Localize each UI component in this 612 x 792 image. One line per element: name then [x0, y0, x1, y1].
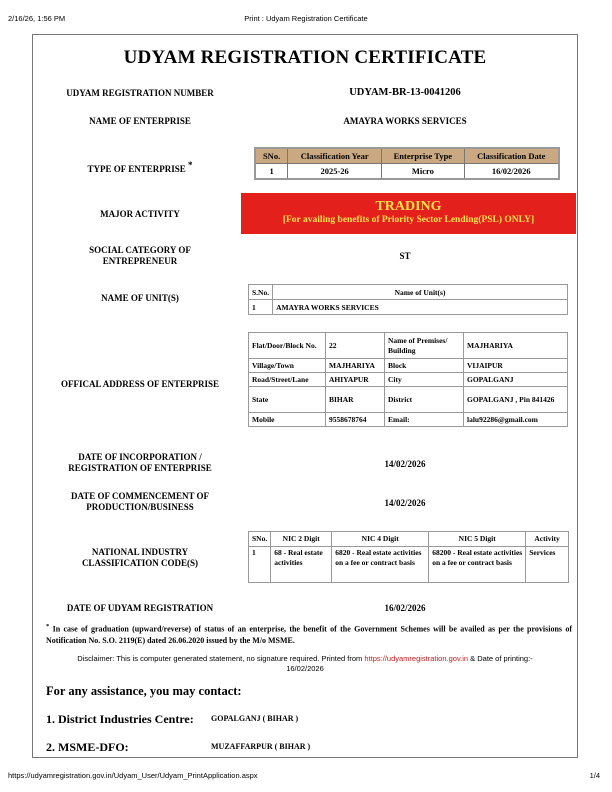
address-email-value: lalu92286@gmail.com	[464, 413, 568, 427]
nic-header-sno: SNo.	[249, 532, 271, 547]
address-district-value: GOPALGANJ , Pin 841426	[464, 387, 568, 413]
nic-header-4digit: NIC 4 Digit	[332, 532, 429, 547]
major-activity-label: MAJOR ACTIVITY	[100, 209, 180, 219]
incorporation-label: DATE OF INCORPORATION / REGISTRATION OF ENTERPRISE	[68, 452, 212, 473]
disclaimer-prefix: Disclaimer: This is computer generated statement, no signature required. Printed from	[77, 654, 363, 663]
classification-header-date: Classification Date	[464, 148, 559, 164]
udyam-date-value: 16/02/2026	[384, 603, 426, 613]
print-datetime: 2/16/26, 1:56 PM	[8, 14, 66, 23]
commencement-date: 14/02/2026	[384, 498, 426, 508]
disclaimer	[40, 654, 570, 674]
print-page-count: 1/4	[589, 771, 600, 780]
address-state-value: BIHAR	[326, 387, 385, 413]
address-mobile-value: 9558678764	[326, 413, 385, 427]
type-footnote-marker: *	[187, 160, 193, 170]
nic-table	[248, 531, 569, 583]
nic-cell: Services	[526, 547, 569, 583]
table-row	[249, 547, 569, 583]
nic-label: NATIONAL INDUSTRY CLASSIFICATION CODE(S)	[81, 547, 199, 568]
nic-cell: 6820 - Real estate activities on a fee or contract basis	[332, 547, 429, 583]
nic-cell: 68200 - Real estate activities on a fee or contract basis	[429, 547, 526, 583]
units-table	[248, 284, 568, 315]
units-header-name: Name of Unit(s)	[273, 285, 568, 300]
msme-value: MUZAFFARPUR ( BIHAR )	[211, 742, 311, 751]
nic-cell: 68 - Real estate activities	[271, 547, 332, 583]
classification-header-type: Enterprise Type	[382, 148, 464, 164]
commencement-label: DATE OF COMMENCEMENT OF PRODUCTION/BUSINESS	[70, 491, 210, 512]
enterprise-type-label: TYPE OF ENTERPRISE *	[87, 160, 193, 174]
classification-header-year: Classification Year	[288, 148, 382, 164]
address-flat-value: 22	[326, 333, 385, 359]
table-row	[255, 164, 559, 180]
table-row	[249, 300, 568, 315]
address-label: OFFICAL ADDRESS OF ENTERPRISE	[61, 379, 219, 389]
classification-header-sno: SNo.	[255, 148, 288, 164]
address-village-label: Village/Town	[249, 359, 326, 373]
units-cell-sno: 1	[249, 300, 273, 315]
address-road-value: AHIYAPUR	[326, 373, 385, 387]
footnote	[46, 621, 572, 646]
address-flat-label: Flat/Door/Block No.	[249, 333, 326, 359]
nic-header-2digit: NIC 2 Digit	[271, 532, 332, 547]
contact-heading: For any assistance, you may contact:	[46, 684, 242, 698]
udyam-date-label: DATE OF UDYAM REGISTRATION	[66, 603, 214, 613]
address-village-value: MAJHARIYA	[326, 359, 385, 373]
address-premises-label: Name of Premises/ Building	[385, 333, 464, 359]
print-url: https://udyamregistration.gov.in/Udyam_User/Udyam_PrintApplication.aspx	[8, 771, 258, 780]
disclaimer-suffix: & Date of printing:-	[470, 654, 533, 663]
nic-cell: 1	[249, 547, 271, 583]
classification-cell: 1	[255, 164, 288, 180]
enterprise-name-value: AMAYRA WORKS SERVICES	[343, 116, 467, 126]
nic-header-5digit: NIC 5 Digit	[429, 532, 526, 547]
incorporation-date: 14/02/2026	[384, 459, 426, 469]
address-block-label: Block	[385, 359, 464, 373]
classification-cell: 16/02/2026	[464, 164, 559, 180]
reg-number-value: UDYAM-BR-13-0041206	[349, 87, 461, 98]
classification-cell: 2025-26	[288, 164, 382, 180]
address-state-label: State	[249, 387, 326, 413]
address-block-value: VIJAIPUR	[464, 359, 568, 373]
msme-label: 2. MSME-DFO:	[46, 740, 129, 754]
address-premises-value: MAJHARIYA	[464, 333, 568, 359]
footnote-text: In case of graduation (upward/reverse) of status of an enterprise, the benefit of the Government Schemes will be availed as per the provisions of Notification No. S.O. 2119(E) dated 26.06.2020 issued by the M/o MSME.	[46, 624, 573, 645]
disclaimer-link[interactable]: https://udyamregistration.gov.in	[364, 654, 469, 663]
social-category-label: SOCIAL CATEGORY OF ENTREPRENEUR	[89, 245, 191, 266]
address-district-label: District	[385, 387, 464, 413]
address-email-label: Email:	[385, 413, 464, 427]
units-header-sno: S.No.	[249, 285, 273, 300]
address-city-value: GOPALGANJ	[464, 373, 568, 387]
social-category-value: ST	[399, 251, 411, 261]
print-date: 16/02/2026	[286, 664, 324, 673]
reg-number-label: UDYAM REGISTRATION NUMBER	[66, 88, 214, 98]
units-cell-name: AMAYRA WORKS SERVICES	[273, 300, 568, 315]
major-activity-banner	[241, 193, 576, 234]
major-activity-note: [For availing benefits of Priority Sector Lending(PSL) ONLY]	[282, 215, 535, 225]
certificate-title: UDYAM REGISTRATION CERTIFICATE	[123, 47, 487, 68]
units-label: NAME OF UNIT(S)	[101, 293, 179, 303]
classification-table	[254, 147, 560, 180]
footnote-marker: *	[46, 623, 50, 630]
address-table	[248, 332, 568, 427]
address-road-label: Road/Street/Lane	[249, 373, 326, 387]
nic-header-activity: Activity	[526, 532, 569, 547]
dic-label: 1. District Industries Centre:	[46, 712, 194, 726]
address-city-label: City	[385, 373, 464, 387]
print-page-title: Print : Udyam Registration Certificate	[244, 14, 368, 23]
major-activity-value: TRADING	[375, 199, 442, 214]
enterprise-name-label: NAME OF ENTERPRISE	[89, 116, 191, 126]
classification-cell: Micro	[382, 164, 464, 180]
address-mobile-label: Mobile	[249, 413, 326, 427]
dic-value: GOPALGANJ ( BIHAR )	[211, 714, 299, 723]
